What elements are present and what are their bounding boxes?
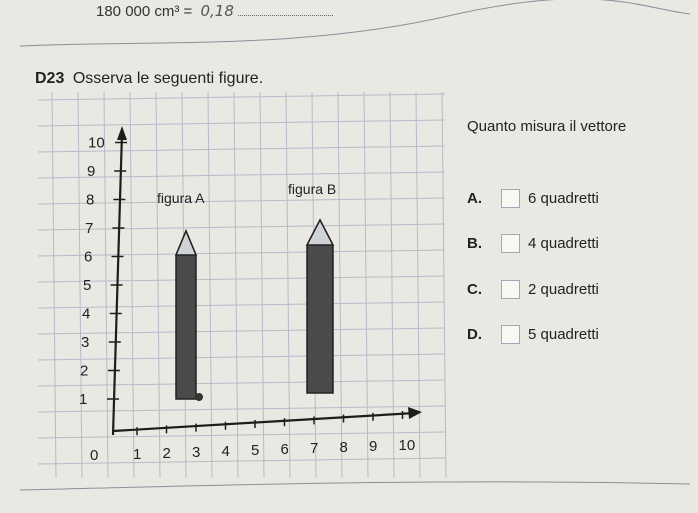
page-bottom-line (20, 482, 690, 490)
x-tick-label: 7 (310, 440, 319, 457)
page-separator-line (20, 0, 690, 46)
option-b-text: 4 quadretti (528, 235, 599, 252)
option-d-letter: D. (467, 326, 482, 343)
grid-line-horizontal (38, 250, 445, 256)
x-tick-label: 8 (339, 439, 348, 456)
option-a-letter: A. (467, 190, 482, 207)
x-tick-label: 2 (162, 445, 171, 462)
option-c-text: 2 quadretti (528, 281, 599, 298)
option-a-checkbox[interactable] (501, 189, 520, 208)
x-tick-label: 9 (369, 438, 378, 455)
grid-line-horizontal (38, 94, 445, 100)
grid-line-horizontal (38, 276, 445, 282)
grid-line-horizontal (38, 172, 445, 178)
figure-b-label: figura B (288, 181, 337, 197)
y-tick-label: 1 (79, 391, 88, 408)
handwritten-answer: 0,18 (200, 2, 234, 20)
option-c[interactable] (467, 280, 599, 299)
grid-line-vertical (390, 92, 394, 478)
y-tick-label: 3 (81, 334, 90, 351)
grid-line-horizontal (38, 354, 445, 360)
grid-line-vertical (338, 92, 342, 478)
option-d-text: 5 quadretti (528, 326, 599, 343)
y-tick-label: 5 (83, 277, 92, 294)
grid-line-horizontal (38, 406, 445, 412)
x-axis (113, 413, 415, 431)
x-axis-arrowhead (408, 407, 422, 419)
option-b-letter: B. (467, 235, 482, 252)
grid-line-horizontal (38, 380, 445, 386)
conversion-expression: 180 000 cm³ = (96, 3, 193, 20)
y-tick-label: 9 (87, 163, 96, 180)
x-tick-label: 10 (398, 437, 416, 454)
figure-a-label: figura A (157, 190, 205, 206)
y-tick-label: 4 (82, 305, 91, 323)
grid-line-vertical (234, 92, 238, 478)
option-b-checkbox[interactable] (501, 234, 520, 253)
figure-b-arrow-tip (307, 220, 333, 245)
grid-line-vertical (416, 92, 420, 478)
option-d[interactable] (467, 325, 599, 344)
grid-line-horizontal (38, 432, 445, 438)
grid-line-horizontal (38, 120, 445, 126)
option-c-letter: C. (467, 281, 482, 298)
y-tick-label: 10 (88, 134, 105, 152)
option-a[interactable] (467, 189, 599, 208)
y-axis (113, 133, 122, 435)
figure-b-arrow (307, 220, 333, 393)
grid-line-horizontal (38, 198, 445, 204)
exercise-number: D23 (35, 70, 65, 87)
grid-line-horizontal (38, 302, 445, 308)
grid-line-vertical (364, 92, 368, 478)
x-tick-label: 0 (90, 447, 99, 464)
y-tick-label: 6 (84, 248, 93, 266)
x-tick-label: 6 (280, 441, 289, 458)
y-tick-label: 8 (86, 191, 95, 209)
grid-line-horizontal (38, 458, 445, 464)
x-tick-label: 4 (221, 443, 230, 460)
exercise-instruction: Osserva le seguenti figure. (72, 70, 264, 87)
figure-a-arrow-tip (176, 231, 196, 255)
grid-line-vertical (78, 92, 82, 478)
grid-line-horizontal (38, 328, 445, 334)
y-tick-label: 2 (80, 362, 89, 380)
x-tick-label: 5 (251, 442, 260, 459)
grid-line-vertical (260, 92, 264, 478)
y-tick-label: 7 (85, 220, 94, 237)
figure-a-endpoint (195, 393, 203, 401)
grid-line-vertical (130, 92, 134, 478)
x-tick-label: 1 (133, 446, 142, 463)
option-d-checkbox[interactable] (501, 325, 520, 344)
grid-line-vertical (442, 92, 446, 478)
option-c-checkbox[interactable] (501, 280, 520, 299)
y-axis-arrowhead (117, 126, 127, 140)
option-a-text: 6 quadretti (528, 190, 599, 207)
figure-a-arrow (176, 231, 196, 399)
x-tick-label: 3 (192, 444, 201, 461)
grid-line-horizontal (38, 224, 445, 230)
grid-line-vertical (52, 92, 56, 478)
question-text: Quanto misura il vettore (467, 118, 627, 135)
option-b[interactable] (467, 234, 599, 253)
